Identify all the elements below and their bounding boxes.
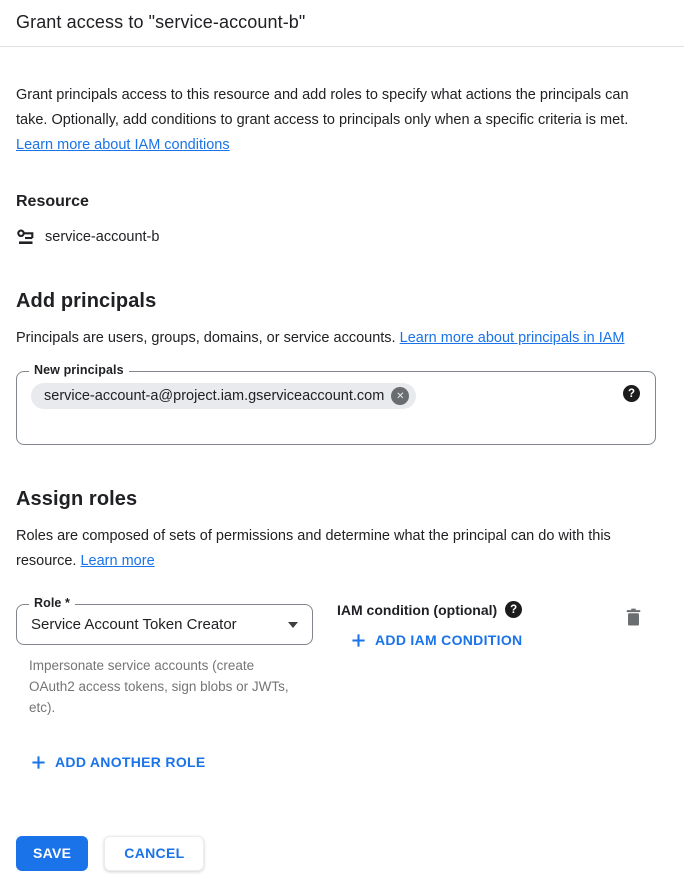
role-label: Role * (29, 596, 75, 610)
role-row (16, 596, 668, 718)
iam-condition-help-icon[interactable]: ? (505, 601, 522, 618)
principal-chip (31, 383, 416, 409)
delete-role-button[interactable] (621, 604, 646, 634)
dialog-content (0, 83, 684, 871)
resource-name: service-account-b (45, 229, 160, 245)
add-another-role-label: ADD ANOTHER ROLE (55, 754, 206, 770)
add-principals-heading: Add principals (16, 290, 157, 312)
roles-description-text: Roles are composed of sets of permissions and determine what the principal can do with this resource. (16, 528, 611, 569)
new-principals-field[interactable] (16, 363, 656, 445)
delete-role-column (621, 604, 646, 634)
role-select[interactable] (16, 596, 313, 645)
service-account-icon (16, 227, 36, 247)
roles-learn-more-link[interactable]: Learn more (80, 553, 155, 569)
add-iam-condition-button[interactable] (351, 632, 522, 648)
role-column (16, 596, 313, 718)
save-button[interactable]: SAVE (16, 836, 88, 871)
add-another-role-button[interactable] (31, 754, 206, 770)
dialog-actions (16, 836, 668, 871)
intro-text: Grant principals access to this resource and add roles to specify what actions the principals can take. Optionally, add conditions to grant access to principals only when a specific criteria is met. (16, 87, 629, 128)
assign-roles-heading: Assign roles (16, 488, 138, 510)
intro-paragraph (16, 83, 656, 158)
dialog-header (0, 0, 684, 47)
iam-condition-label-row (337, 601, 522, 618)
iam-condition-label: IAM condition (optional) (337, 601, 498, 618)
roles-description (16, 524, 656, 574)
plus-icon (351, 633, 366, 648)
principals-description-text: Principals are users, groups, domains, or service accounts. (16, 330, 400, 346)
role-value: Service Account Token Creator (31, 616, 237, 633)
principals-learn-more-link[interactable]: Learn more about principals in IAM (399, 330, 625, 346)
principal-chip-value: service-account-a@project.iam.gserviceaccount.com (44, 388, 385, 404)
role-description: Impersonate service accounts (create OAuth2 access tokens, sign blobs or JWTs, etc). (29, 658, 289, 715)
resource-heading: Resource (16, 193, 89, 210)
add-iam-condition-label: ADD IAM CONDITION (375, 632, 523, 648)
trash-icon (625, 608, 642, 627)
principals-help-icon[interactable]: ? (623, 385, 640, 402)
iam-condition-column (337, 601, 523, 653)
dropdown-arrow-icon (288, 622, 298, 628)
resource-row (16, 227, 668, 247)
new-principals-label: New principals (29, 363, 129, 377)
plus-icon (31, 755, 46, 770)
cancel-button[interactable]: CANCEL (104, 836, 204, 871)
iam-conditions-link[interactable]: Learn more about IAM conditions (16, 137, 230, 153)
dialog-title: Grant access to "service-account-b" (16, 12, 306, 32)
principals-description (16, 326, 656, 351)
remove-principal-icon[interactable]: ✕ (391, 387, 409, 405)
